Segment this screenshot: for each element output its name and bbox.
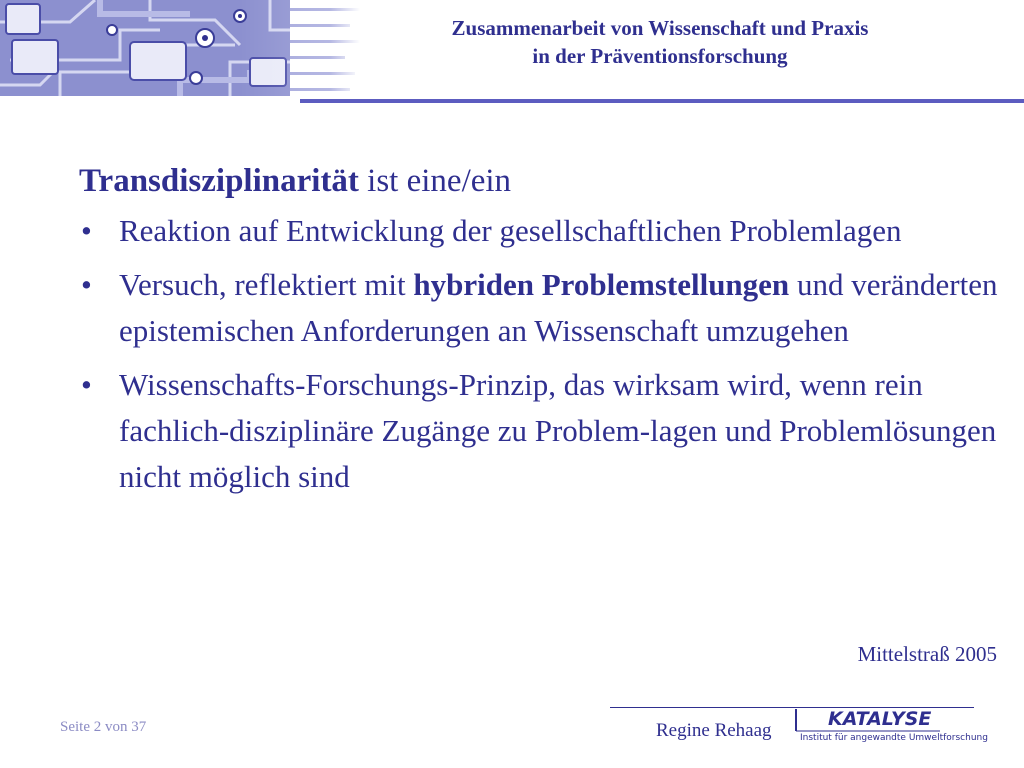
header-title-line-2: in der Präventionsforschung	[532, 44, 788, 68]
page-indicator: Seite 2 von 37	[60, 719, 147, 735]
bullet-text: Wissenschafts-Forschungs-Prinzip, das wirksam wird, wenn rein fachlich-disziplinäre Zugänge zu Problem-lagen und Problemlösungen nicht möglich sind	[119, 367, 997, 494]
bullet-text-after: und veränderten epistemischen Anforderungen an Wissenschaft umzugehen	[119, 267, 998, 348]
bullet-item-3	[79, 362, 999, 500]
slide-heading	[79, 156, 999, 206]
header-divider	[300, 99, 1024, 103]
katalyse-logo	[790, 707, 988, 753]
bullet-text-before: Versuch, reflektiert mit	[119, 267, 414, 302]
slide-heading-rest: ist eine/ein	[358, 163, 512, 199]
bullet-text-bold: hybriden Problemstellungen	[413, 267, 790, 302]
logo-subtitle: Institut für angewandte Umweltforschung	[800, 733, 988, 743]
bullet-item-2	[79, 262, 999, 354]
header-title-line-1: Zusammenarbeit von Wissenschaft und Praxis	[451, 16, 869, 40]
bullet-item-1	[79, 208, 999, 254]
logo-name: KATALYSE	[828, 708, 932, 730]
bullet-text: Reaktion auf Entwicklung der gesellschaftlichen Problemlagen	[119, 213, 902, 248]
bullet-icon: •	[81, 267, 92, 302]
citation: Mittelstraß 2005	[857, 642, 997, 666]
slide-heading-bold: Transdisziplinarität	[79, 163, 359, 199]
bullet-icon: •	[81, 367, 92, 402]
header-circuit-image	[0, 0, 360, 96]
slide-content	[79, 156, 999, 508]
author-name: Regine Rehaag	[656, 720, 772, 741]
header-title	[360, 14, 960, 70]
bullet-icon: •	[81, 213, 92, 248]
bullet-list	[79, 208, 999, 500]
